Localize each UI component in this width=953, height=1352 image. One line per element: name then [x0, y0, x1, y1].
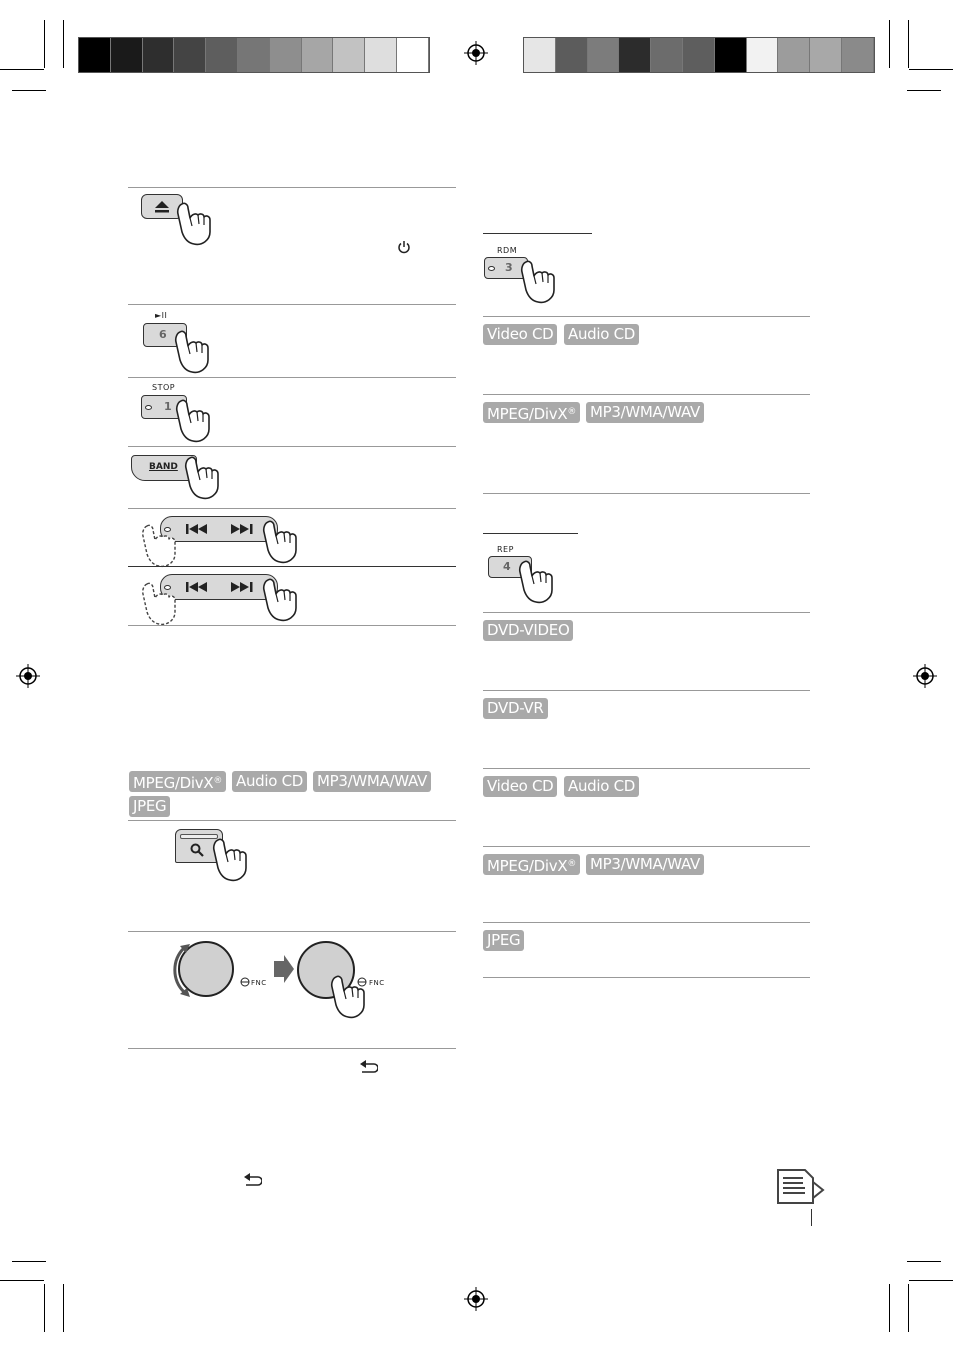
color-swatch [333, 38, 365, 72]
color-calibration-bar-left [78, 37, 430, 73]
crop-mark [907, 90, 941, 91]
color-swatch [270, 38, 302, 72]
section-divider [128, 820, 456, 821]
hand-pointer-icon [262, 520, 300, 564]
crop-mark [12, 90, 46, 91]
heading-underline [483, 533, 578, 534]
crop-mark [63, 20, 64, 68]
color-swatch [238, 38, 270, 72]
continued-page-icon [775, 1168, 825, 1206]
registration-mark-icon [464, 1287, 488, 1311]
tag-jpeg: JPEG [129, 796, 170, 817]
color-swatch [143, 38, 175, 72]
skip-previous-icon[interactable] [186, 582, 208, 592]
search-icon [190, 843, 204, 857]
hand-pointer-icon [262, 578, 300, 622]
skip-previous-icon[interactable] [186, 524, 208, 534]
crop-mark [12, 1261, 46, 1262]
stop-label: STOP [152, 383, 176, 392]
section-divider [128, 304, 456, 305]
play-pause-label: ►II [155, 311, 168, 320]
tag-audio-cd: Audio CD [564, 776, 639, 797]
indicator-led [145, 405, 152, 410]
color-swatch [206, 38, 238, 72]
tag-mp3-wma-wav: MP3/WMA/WAV [313, 771, 431, 792]
hand-pointer-icon [330, 975, 368, 1019]
registration-mark-icon [16, 664, 40, 688]
section-divider [483, 922, 810, 923]
crop-mark [0, 69, 44, 70]
hand-pointer-icon [174, 330, 212, 374]
section-divider [128, 446, 456, 447]
crop-mark [908, 20, 909, 68]
section-divider [128, 931, 456, 932]
color-swatch [619, 38, 651, 72]
tag-audio-cd: Audio CD [564, 324, 639, 345]
arrow-right-icon [274, 955, 294, 983]
color-swatch [842, 38, 874, 72]
hand-pointer-icon [175, 399, 213, 443]
color-swatch [651, 38, 683, 72]
crop-mark [889, 1284, 890, 1332]
hand-pointer-icon [141, 524, 179, 568]
section-divider [483, 316, 810, 317]
hand-pointer-icon [520, 260, 558, 304]
skip-next-icon[interactable] [231, 582, 253, 592]
section-divider [483, 612, 810, 613]
color-swatch [111, 38, 143, 72]
section-divider [483, 977, 810, 978]
section-divider [483, 394, 810, 395]
color-swatch [524, 38, 556, 72]
band-label: BAND [149, 462, 178, 472]
indicator-led [488, 266, 495, 271]
tag-dvd-video: DVD-VIDEO [483, 620, 573, 641]
color-swatch [715, 38, 747, 72]
color-swatch [79, 38, 111, 72]
tag-mp3-wma-wav: MP3/WMA/WAV [586, 402, 704, 423]
hand-pointer-icon [141, 582, 179, 626]
back-arrow-icon [244, 1173, 262, 1186]
color-swatch [174, 38, 206, 72]
color-swatch [810, 38, 842, 72]
section-divider [128, 508, 456, 509]
section-divider [483, 846, 810, 847]
section-divider [128, 187, 456, 188]
crop-mark [908, 1284, 909, 1332]
tag-mpeg-divx: MPEG/DivX® [129, 771, 226, 792]
crop-mark [63, 1284, 64, 1332]
tag-jpeg: JPEG [483, 930, 524, 951]
crop-mark [909, 1280, 953, 1281]
page-number-divider [811, 1209, 812, 1226]
registration-mark-icon [464, 41, 488, 65]
tag-dvd-vr: DVD-VR [483, 698, 548, 719]
crop-mark [44, 20, 45, 68]
tag-audio-cd: Audio CD [232, 771, 307, 792]
control-dial-turn[interactable] [170, 936, 242, 1006]
section-divider [128, 566, 456, 567]
section-divider [483, 768, 810, 769]
crop-mark [44, 1284, 45, 1332]
color-swatch [588, 38, 620, 72]
color-swatch [397, 38, 429, 72]
tag-video-cd: Video CD [483, 324, 557, 345]
color-swatch [365, 38, 397, 72]
tag-mpeg-divx: MPEG/DivX® [483, 854, 580, 875]
tag-mp3-wma-wav: MP3/WMA/WAV [586, 854, 704, 875]
crop-mark [889, 20, 890, 68]
section-divider [128, 625, 456, 626]
button-number: 3 [505, 261, 513, 274]
section-divider [128, 1048, 456, 1049]
color-swatch [683, 38, 715, 72]
hand-pointer-icon [184, 456, 222, 500]
tag-video-cd: Video CD [483, 776, 557, 797]
fnc-label: FNC [251, 979, 267, 987]
registration-mark-icon [913, 664, 937, 688]
tag-mpeg-divx: MPEG/DivX® [483, 402, 580, 423]
hand-pointer-icon [176, 202, 214, 246]
power-icon [397, 240, 411, 254]
section-divider [483, 690, 810, 691]
color-swatch [778, 38, 810, 72]
section-divider [483, 493, 810, 494]
skip-next-icon[interactable] [231, 524, 253, 534]
hand-pointer-icon [212, 838, 250, 882]
rdm-label: RDM [497, 246, 518, 255]
button-number: 4 [503, 560, 511, 573]
fnc-label: FNC [369, 979, 385, 987]
color-swatch [556, 38, 588, 72]
rep-label: REP [497, 545, 514, 554]
button-number: 1 [164, 400, 172, 413]
heading-underline [483, 233, 592, 234]
crop-mark [909, 69, 953, 70]
back-arrow-icon [360, 1060, 378, 1073]
fnc-indicator-icon [240, 977, 250, 987]
hand-pointer-icon [518, 560, 556, 604]
color-swatch [747, 38, 779, 72]
color-calibration-bar-right [523, 37, 875, 73]
color-swatch [302, 38, 334, 72]
button-number: 6 [159, 328, 167, 341]
crop-mark [0, 1280, 44, 1281]
crop-mark [907, 1261, 941, 1262]
eject-icon [155, 201, 169, 213]
section-divider [128, 377, 456, 378]
